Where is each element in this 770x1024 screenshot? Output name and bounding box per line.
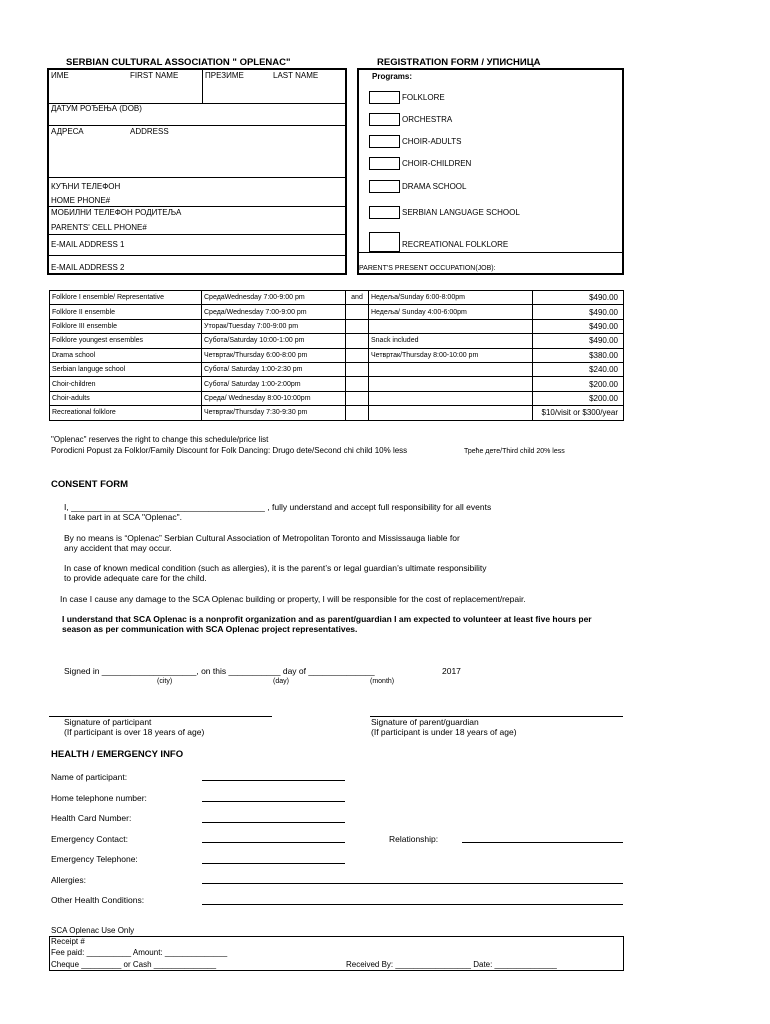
consent-title: CONSENT FORM (51, 479, 129, 490)
checkbox-recreational-folklore[interactable] (369, 232, 400, 252)
consent-p1b: I take part in at SCA "Oplenac". (64, 512, 183, 522)
schedule-time2-cell (369, 362, 533, 376)
schedule-and-cell (346, 377, 369, 391)
schedule-program-cell: Drama school (50, 348, 202, 362)
schedule-time2-cell: Snack included (369, 334, 533, 348)
schedule-time1-cell: Уторак/Tuesday 7:00-9:00 pm (202, 319, 346, 333)
health-allergies-label: Allergies: (51, 875, 86, 885)
schedule-program-cell: Serbian languge school (50, 362, 202, 376)
participant-signature-note: (If participant is over 18 years of age) (64, 727, 205, 737)
schedule-program-cell: Folklore II ensemble (50, 305, 202, 319)
programs-line-occupation (358, 252, 622, 253)
schedule-program-cell: Recreational folklore (50, 406, 202, 420)
parent-signature-note: (If participant is under 18 years of age) (371, 727, 517, 737)
schedule-time1-cell: Четвртак/Thursday 7:30-9:30 pm (202, 406, 346, 420)
occupation-label: PARENT'S PRESENT OCCUPATION(JOB): (359, 265, 496, 272)
program-choir-children-label: CHOIR-CHILDREN (402, 159, 472, 168)
prezime-label: ПРЕЗИМЕ (205, 71, 244, 80)
first-name-label: FIRST NAME (130, 71, 179, 80)
form-title: REGISTRATION FORM / УПИСНИЦА (377, 57, 541, 68)
health-name-line[interactable] (202, 780, 345, 781)
health-relationship-line[interactable] (462, 842, 623, 843)
health-other-line[interactable] (202, 904, 623, 905)
city-caption: (city) (157, 678, 173, 685)
health-title: HEALTH / EMERGENCY INFO (51, 749, 184, 760)
schedule-price-cell: $200.00 (533, 391, 624, 405)
row-line-cell (48, 234, 346, 235)
office-receipt: Receipt # (51, 937, 85, 946)
schedule-program-cell: Choir-children (50, 377, 202, 391)
schedule-row (50, 305, 624, 319)
row-line-address (48, 177, 346, 178)
schedule-and-cell (346, 319, 369, 333)
health-card-line[interactable] (202, 822, 345, 823)
consent-p4: In case I cause any damage to the SCA Oplenac building or property, I will be responsible for the cost of replacement/repair. (60, 594, 526, 604)
signed-year: 2017 (442, 666, 461, 676)
health-card-label: Health Card Number: (51, 813, 132, 823)
schedule-price-cell: $240.00 (533, 362, 624, 376)
schedule-program-cell: Choir-adults (50, 391, 202, 405)
schedule-row (50, 319, 624, 333)
reserve-note: "Oplenac" reserves the right to change this schedule/price list (51, 435, 269, 444)
schedule-price-cell: $490.00 (533, 334, 624, 348)
schedule-row (50, 391, 624, 405)
schedule-row (50, 362, 624, 376)
program-serbian-language-label: SERBIAN LANGUAGE SCHOOL (402, 208, 520, 217)
schedule-time2-cell: Четвртак/Thursday 8:00-10:00 pm (369, 348, 533, 362)
third-child-note: Треће дете/Third child 20% less (464, 448, 565, 455)
row-line-email1 (48, 255, 346, 256)
signed-line: Signed in ____________________, on this ___________ day of ______________ (64, 666, 375, 676)
programs-label: Programs: (372, 72, 413, 81)
program-drama-school-label: DRAMA SCHOOL (402, 182, 467, 191)
consent-p5b: season as per communication with SCA Oplenac project representatives. (62, 624, 358, 634)
last-name-field[interactable] (204, 82, 344, 102)
schedule-time2-cell (369, 391, 533, 405)
office-received: Received By: _________________ Date: ______________ (346, 960, 557, 969)
program-orchestra-label: ORCHESTRA (402, 115, 453, 124)
name-divider (202, 69, 203, 104)
first-name-field[interactable] (49, 82, 199, 102)
schedule-and-cell (346, 362, 369, 376)
program-recreational-folklore-label: RECREATIONAL FOLKLORE (402, 240, 509, 249)
schedule-row (50, 334, 624, 348)
health-home-tel-line[interactable] (202, 801, 345, 802)
discount-note: Porodicni Popust za Folklor/Family Discount for Folk Dancing: Drugo dete/Second chi child 10% less (51, 446, 408, 455)
dob-label: ДАТУМ РОЂЕЊА (DOB) (51, 104, 142, 113)
schedule-time2-cell: Недеља/Sunday 6:00-8:00pm (369, 291, 533, 305)
schedule-row (50, 406, 624, 420)
office-cheque: Cheque _________ or Cash ______________ (51, 960, 217, 969)
schedule-time1-cell: Субота/Saturday 10:00-1:00 pm (202, 334, 346, 348)
month-caption: (month) (370, 678, 395, 685)
office-title: SCA Oplenac Use Only (51, 926, 135, 935)
checkbox-choir-children[interactable] (369, 157, 400, 170)
schedule-price-cell: $490.00 (533, 305, 624, 319)
schedule-program-cell: Folklore I ensemble/ Representative (50, 291, 202, 305)
schedule-time1-cell: Среда/ Wednesday 8:00-10:00pm (202, 391, 346, 405)
day-caption: (day) (273, 678, 289, 685)
health-home-tel-label: Home telephone number: (51, 793, 147, 803)
schedule-time2-cell: Недеља/ Sunday 4:00-6:00pm (369, 305, 533, 319)
consent-p3b: to provide adequate care for the child. (64, 573, 207, 583)
schedule-row (50, 291, 624, 305)
home-phone-sr-label: КУЋНИ ТЕЛЕФОН (51, 182, 121, 191)
schedule-price-cell: $200.00 (533, 377, 624, 391)
schedule-time1-cell: Субота/ Saturday 1:00-2:30 pm (202, 362, 346, 376)
participant-signature-label: Signature of participant (64, 717, 152, 727)
schedule-price-cell: $490.00 (533, 319, 624, 333)
parent-signature-label: Signature of parent/guardian (371, 717, 479, 727)
health-name-label: Name of participant: (51, 772, 128, 782)
schedule-time2-cell (369, 319, 533, 333)
schedule-time1-cell: Четвртак/Thursday 6:00-8:00 pm (202, 348, 346, 362)
consent-p1a: I, _________________________________________ , fully understand and accept full responsibility for all events (64, 502, 492, 512)
cell-label: PARENTS' CELL PHONE# (51, 223, 147, 232)
schedule-time1-cell: СредаWednesday 7:00-9:00 pm (202, 291, 346, 305)
health-contact-line[interactable] (202, 842, 345, 843)
schedule-time1-cell: Субота/ Saturday 1:00-2:00pm (202, 377, 346, 391)
schedule-program-cell: Folklore III ensemble (50, 319, 202, 333)
adresa-label: АДРЕСА (51, 127, 84, 136)
health-relationship-label: Relationship: (389, 834, 439, 844)
schedule-and-cell (346, 391, 369, 405)
health-em-tel-line[interactable] (202, 863, 345, 864)
health-em-tel-label: Emergency Telephone: (51, 854, 138, 864)
home-phone-label: HOME PHONE# (51, 196, 111, 205)
email1-label: E-MAIL ADDRESS 1 (51, 240, 125, 249)
program-folklore-label: FOLKLORE (402, 93, 445, 102)
schedule-and-cell (346, 305, 369, 319)
schedule-and-cell: and (346, 291, 369, 305)
schedule-row (50, 348, 624, 362)
consent-p5a: I understand that SCA Oplenac is a nonprofit organization and as parent/guardian I am expected to volunteer at least five hours per (62, 614, 592, 624)
schedule-and-cell (346, 348, 369, 362)
consent-p2b: any accident that may occur. (64, 543, 172, 553)
schedule-program-cell: Folklore youngest ensembles (50, 334, 202, 348)
health-contact-label: Emergency Contact: (51, 834, 129, 844)
schedule-time2-cell (369, 377, 533, 391)
schedule-time2-cell (369, 406, 533, 420)
consent-p3a: In case of known medical condition (such as allergies), it is the parent’s or legal guardian’s ultimate responsibility (64, 563, 487, 573)
program-choir-adults-label: CHOIR-ADULTS (402, 137, 462, 146)
checkbox-choir-adults[interactable] (369, 135, 400, 148)
last-name-label: LAST NAME (273, 71, 319, 80)
checkbox-serbian-language-school[interactable] (369, 206, 400, 219)
schedule-time1-cell: Среда/Wednesday 7:00-9:00 pm (202, 305, 346, 319)
checkbox-folklore[interactable] (369, 91, 400, 104)
schedule-row (50, 377, 624, 391)
org-title: SERBIAN CULTURAL ASSOCIATION " OPLENAC" (66, 57, 291, 68)
schedule-and-cell (346, 406, 369, 420)
row-line-dob (48, 125, 346, 126)
address-label: ADDRESS (130, 127, 169, 136)
consent-p2a: By no means is “Oplenac” Serbian Cultural Association of Metropolitan Toronto and Mississauga liable for (64, 533, 460, 543)
cell-sr-label: МОБИЛНИ ТЕЛЕФОН РОДИТЕЉА (51, 208, 182, 217)
schedule-price-cell: $490.00 (533, 291, 624, 305)
row-line-phone (48, 206, 346, 207)
schedule-price-cell: $380.00 (533, 348, 624, 362)
checkbox-orchestra[interactable] (369, 113, 400, 126)
health-allergies-line[interactable] (202, 883, 623, 884)
schedule-price-cell: $10/visit or $300/year (533, 406, 624, 420)
health-other-label: Other Health Conditions: (51, 895, 145, 905)
checkbox-drama-school[interactable] (369, 180, 400, 193)
office-fee: Fee paid: __________ Amount: ______________ (51, 948, 228, 957)
email2-label: E-MAIL ADDRESS 2 (51, 263, 125, 272)
schedule-and-cell (346, 334, 369, 348)
ime-label: ИМЕ (51, 71, 69, 80)
schedule-table (49, 290, 624, 421)
